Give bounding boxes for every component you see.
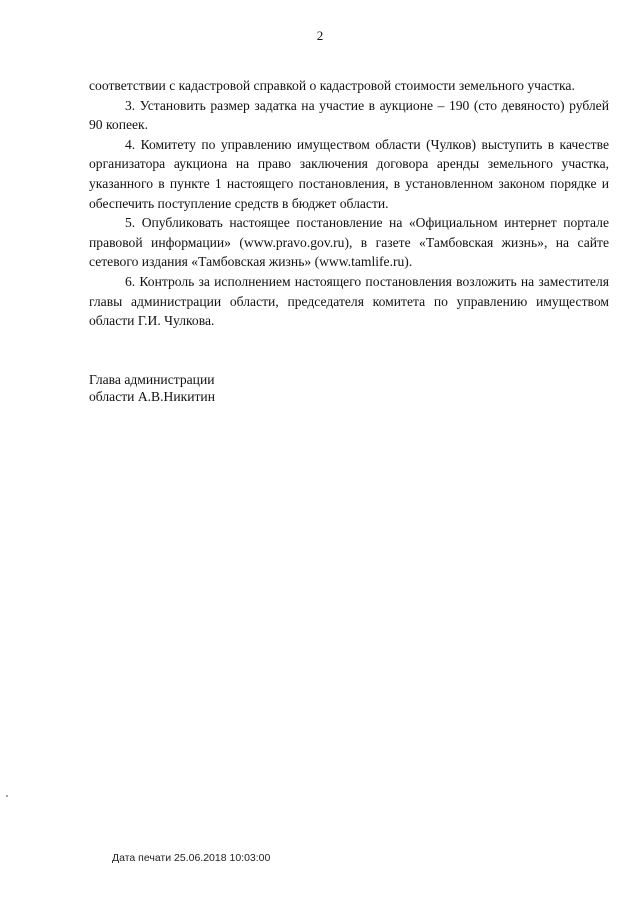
- print-date: Дата печати 25.06.2018 10:03:00: [112, 852, 271, 864]
- paragraph-continuation: соответствии с кадастровой справкой о кадастровой стоимости земельного участка.: [89, 78, 575, 93]
- document-body: [89, 76, 609, 331]
- paragraph-item-5: 5. Опубликовать настоящее постановление на «Официальном интернет портале правовой информации» (www.pravo.gov.ru), в газете «Тамбовская жизнь», на сайте сетевого издания «Тамбовская жизнь» (www.tamlife.ru).: [89, 215, 609, 270]
- paragraph-item-3: 3. Установить размер задатка на участие в аукционе – 190 (сто девяносто) рублей 90 копеек.: [89, 97, 609, 133]
- signature-title: Глава администрации: [89, 372, 215, 387]
- signature-block: [89, 371, 215, 405]
- paragraph-item-4: 4. Комитету по управлению имуществом области (Чулков) выступить в качестве организатора аукциона на право заключения договора аренды земельного участка, указанного в пункте 1 настоящего постановления, в установленном законом порядке и обеспечить поступление средств в бюджет области.: [89, 136, 609, 211]
- signature-name: области А.В.Никитин: [89, 389, 215, 404]
- page-number: 2: [316, 28, 324, 43]
- scan-artifact: [6, 795, 8, 797]
- paragraph-item-6: 6. Контроль за исполнением настоящего постановления возложить на заместителя главы администрации области, председателя комитета по управлению имуществом области Г.И. Чулкова.: [89, 273, 609, 329]
